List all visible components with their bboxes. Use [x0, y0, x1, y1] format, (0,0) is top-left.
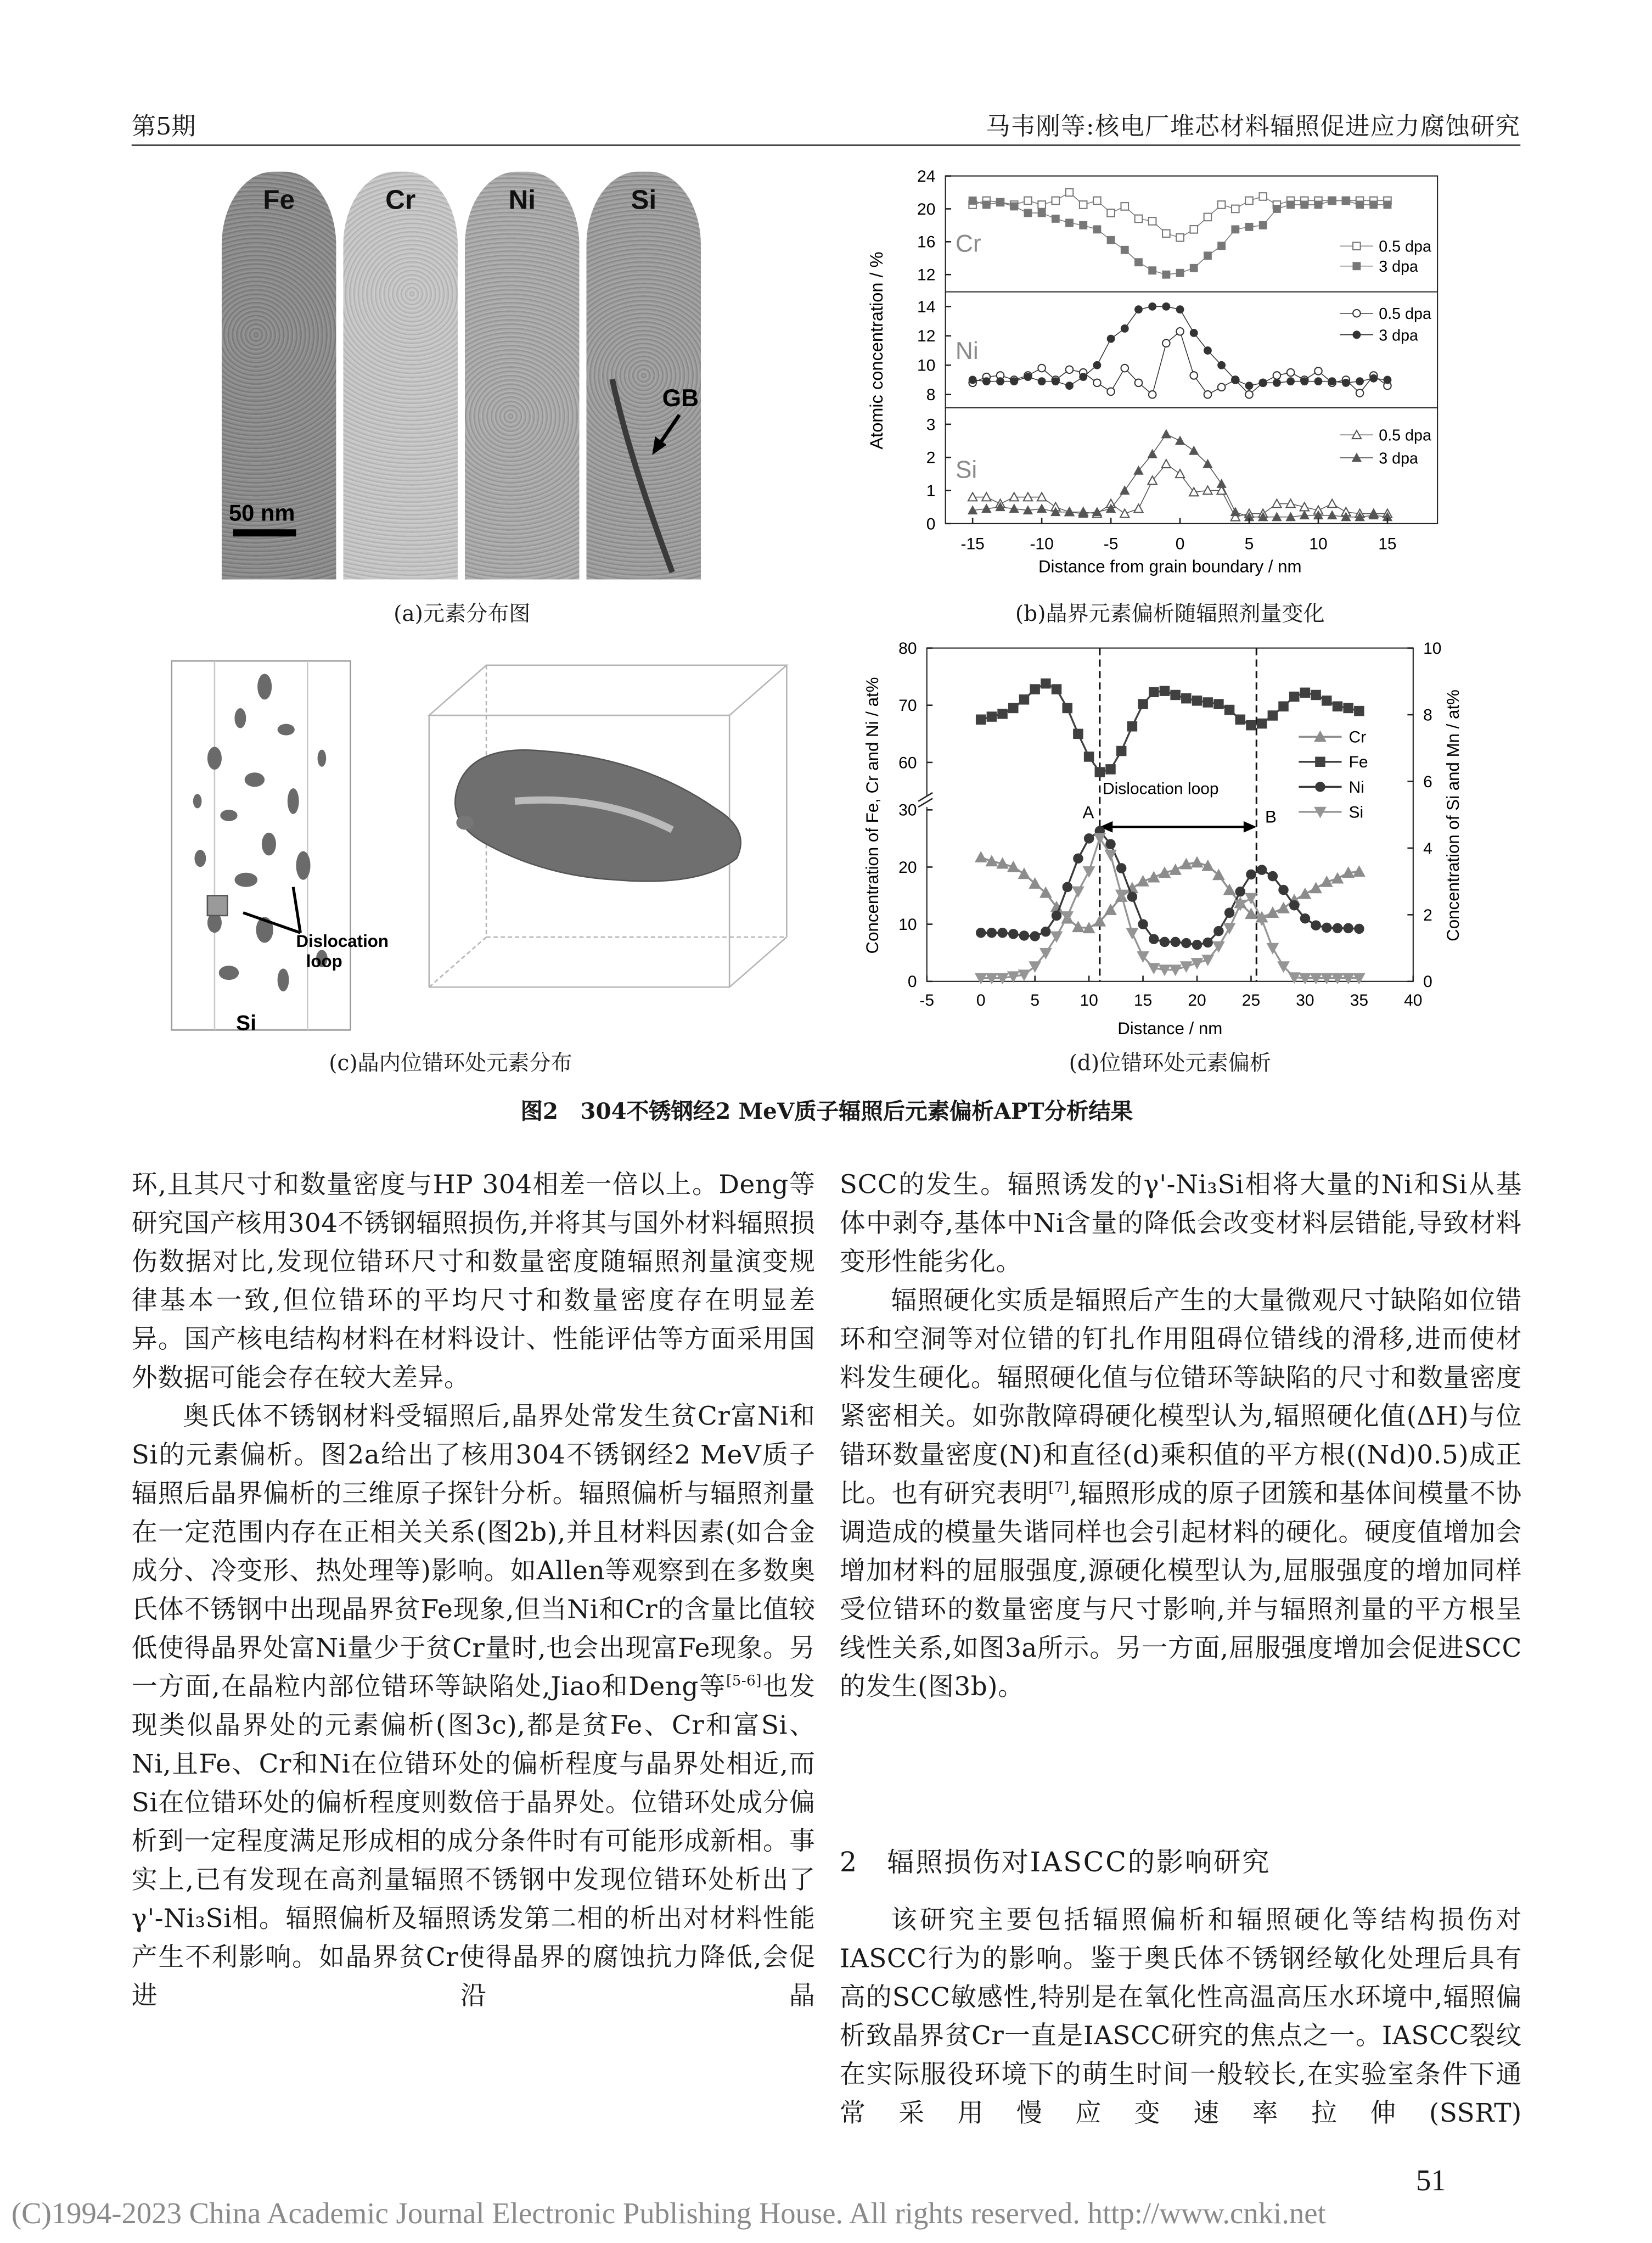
data-point: [1074, 854, 1083, 863]
data-point: [1094, 833, 1105, 844]
element-label: Ni: [955, 338, 979, 365]
section-heading: 2 辐照损伤对IASCC的影响研究: [839, 1847, 1271, 1878]
x-tick-label: 0: [1175, 535, 1185, 553]
data-point: [1063, 703, 1072, 713]
data-point: [1148, 872, 1160, 882]
y-tick-label: 12: [917, 266, 936, 284]
y-right-tick-label: 4: [1423, 839, 1432, 858]
data-point: [1095, 767, 1104, 777]
legend-label: Ni: [1348, 778, 1364, 797]
data-point: [975, 851, 987, 862]
series-fe: [976, 679, 1368, 777]
element-label: Si: [955, 456, 977, 484]
data-point: [987, 712, 996, 721]
gb-label: GB: [662, 385, 699, 412]
data-point: [1333, 702, 1342, 711]
x-tick-label: 15: [1378, 535, 1397, 553]
data-point: [1182, 694, 1191, 703]
series-cr: [975, 728, 1366, 933]
x-tick-label: 5: [1030, 991, 1039, 1010]
paragraph: [132, 1398, 816, 2016]
data-point: [986, 856, 998, 866]
legend-label: 3 dpa: [1379, 450, 1418, 468]
data-point: [1355, 924, 1364, 933]
data-point: [1052, 911, 1061, 920]
data-point: [1019, 868, 1030, 879]
paragraph: 环,且其尺寸和数量密度与HP 304相差一倍以上。Deng等研究国产核用304不锈钢辐照损伤,并将其与国外材料辐照损伤数据对比,发现位错环尺寸和数量密度随辐照剂量演变规律基本一致,但位错环的平均尺寸和数量密度存在明显差异。国产核电结构材料在材料设计、性能评估等方面采用国外数据可能会存在较大差异。: [131, 1170, 816, 1394]
data-point: [1182, 938, 1191, 947]
legend-label: 0.5 dpa: [1379, 238, 1431, 256]
running-title: 马韦刚等:核电厂堆芯材料辐照促进应力腐蚀研究: [986, 113, 1521, 142]
data-point: [1332, 873, 1344, 883]
data-point: [1063, 882, 1072, 891]
citation-ref[interactable]: [7]: [1048, 1481, 1070, 1496]
x-tick-label: 40: [1404, 991, 1423, 1010]
y-tick-label: 8: [926, 386, 936, 405]
data-point: [1235, 715, 1245, 724]
y-right-tick-label: 6: [1423, 772, 1432, 791]
data-point: [1072, 887, 1084, 897]
data-point: [1127, 892, 1137, 901]
paragraph: [840, 1282, 1522, 1707]
x-tick-label: 10: [1080, 991, 1098, 1010]
scale-bar-label: 50 nm: [228, 500, 295, 526]
paragraph-text: 奥氏体不锈钢材料受辐照后,晶界处常发生贫Cr富Ni和Si的元素偏析。图2a给出了核用304不锈钢经2 MeV质子辐照后晶界偏析的三维原子探针分析。辐照偏析与辐照剂量在一定范围内存在正相关关系(图2b),并且材料因素(如合金成分、冷变形、热处理等)影响。如Allen等观察到在多数奥氏体不锈钢中出现晶界贫Fe现象,但当Ni和Cr的含量比值较低使得晶界处富Ni量少于贫Cr量时,也会出现富Fe现象。另一方面,在晶粒内部位错环等缺陷处,Jiao和Deng等: [131, 1401, 816, 1703]
dislocation-label-line1: Dislocation: [296, 932, 389, 951]
chart-d-dislocation-loop-segregation: [0, 0, 1652, 1059]
data-point: [998, 709, 1007, 719]
y-right-tick-label: 8: [1423, 706, 1432, 725]
data-point: [1074, 729, 1083, 738]
paragraph: SCC的发生。辐照诱发的γ'-Ni₃Si相将大量的Ni和Si从基体中剥夺,基体中Ni含量的降低会改变材料层错能,导致材料变形性能劣化。: [839, 1170, 1522, 1278]
y-tick-label: 30: [898, 801, 917, 820]
point-b-label: B: [1265, 807, 1277, 827]
data-point: [1310, 883, 1322, 893]
legend-label: Fe: [1348, 753, 1368, 772]
y-tick-label: 70: [898, 697, 917, 715]
data-point: [1279, 885, 1288, 895]
data-point: [1235, 887, 1245, 896]
dislocation-loop-label: Dislocation loop: [1103, 780, 1219, 798]
copyright-footer: (C)1994-2023 China Academic Journal Electronic Publishing House. All rights reserved. http://www.cnki.net: [11, 2196, 1326, 2230]
data-point: [1203, 698, 1212, 707]
data-point: [1127, 928, 1138, 939]
y-tick-label: 24: [917, 167, 936, 186]
data-point: [1106, 839, 1115, 849]
y-right-tick-label: 2: [1423, 906, 1432, 924]
y-axis-label: Atomic concentration / %: [866, 251, 886, 450]
data-point: [1052, 685, 1061, 694]
data-point: [1322, 696, 1331, 705]
x-tick-label: 25: [1241, 991, 1261, 1010]
legend-marker: [1316, 782, 1325, 792]
data-point: [1085, 834, 1094, 843]
data-point: [1019, 695, 1029, 704]
paragraph-text: 辐照硬化实质是辐照后产生的大量微观尺寸缺陷如位错环和空洞等对位错的钉扎作用阻碍位错线的滑移,进而使材料发生硬化。辐照硬化值与位错环等缺陷的尺寸和数量密度紧密相关。如弥散障碍硬化模型认为,辐照硬化值(ΔH)与位错环数量密度(N)和直径(d)乘积值的平方根((Nd)0.5)成正比。也有研究表明: [839, 1286, 1522, 1510]
data-point: [1246, 721, 1256, 730]
data-point: [1214, 699, 1223, 709]
data-point: [1224, 908, 1234, 917]
y-tick-label: 10: [917, 356, 936, 375]
legend-label: 0.5 dpa: [1379, 427, 1431, 445]
y-tick-label: 1: [926, 481, 936, 500]
dislocation-label-line2: loop: [306, 951, 342, 971]
data-point: [1322, 923, 1331, 932]
x-tick-label: 35: [1350, 991, 1369, 1010]
data-point: [976, 928, 986, 938]
y-right-axis-label: Concentration of Si and Mn / at%: [1443, 689, 1463, 941]
data-point: [1083, 867, 1095, 877]
point-a-label: A: [1082, 803, 1094, 822]
series-ni: [976, 778, 1364, 950]
left-column: [132, 1166, 816, 2016]
caption-a: (a)元素分布图: [394, 601, 531, 627]
data-point: [1127, 722, 1137, 731]
arrowhead-right-icon: [1244, 821, 1256, 833]
data-point: [1170, 864, 1181, 874]
data-point: [1278, 902, 1289, 913]
data-point: [1279, 702, 1288, 711]
data-point: [1246, 870, 1256, 879]
data-point: [1300, 914, 1310, 923]
data-point: [1192, 940, 1201, 950]
data-point: [1192, 857, 1203, 867]
legend-label: Cr: [1348, 728, 1367, 747]
fe-label: Fe: [263, 186, 295, 216]
data-point: [1041, 679, 1050, 688]
paragraph-text: ,辐照形成的原子团簇和基体间模量不协调造成的模量失谐同样也会引起材料的硬化。硬度值增加会增加材料的屈服强度,源硬化模型认为,屈服强度的增加同样受位错环的数量密度与尺寸影响,并与辐照剂量的平方根呈线性关系,如图3a所示。另一方面,屈服强度增加会促进SCC的发生(图3b)。: [839, 1479, 1522, 1703]
x-axis-label: Distance / nm: [1117, 1019, 1223, 1039]
data-point: [1138, 699, 1148, 709]
y-tick-label: 16: [917, 233, 936, 251]
data-point: [1085, 752, 1094, 761]
series-line: [981, 838, 1359, 978]
x-tick-label: 0: [976, 991, 986, 1010]
data-point: [1224, 923, 1235, 934]
data-point: [1117, 863, 1126, 873]
data-point: [1344, 923, 1353, 933]
x-axis-label: Distance from grain boundary / nm: [1038, 557, 1302, 576]
data-point: [1311, 690, 1321, 699]
data-point: [1311, 921, 1321, 930]
data-point: [1030, 932, 1039, 941]
citation-ref[interactable]: [5-6]: [726, 1674, 762, 1690]
data-point: [1257, 865, 1267, 874]
data-point: [1160, 937, 1169, 946]
data-point: [1224, 705, 1234, 714]
y-right-tick-label: 0: [1423, 973, 1432, 991]
data-point: [1214, 927, 1223, 936]
element-label: Cr: [955, 230, 981, 257]
data-point: [1290, 692, 1299, 701]
legend-label: 3 dpa: [1379, 327, 1418, 345]
data-point: [1267, 943, 1279, 954]
x-tick-label: -10: [1030, 535, 1054, 553]
paragraph-text: 也发现类似晶界处的元素偏析(图3c),都是贫Fe、Cr和富Si、Ni,且Fe、Cr和Ni在位错环处的偏析程度与晶界处相近,而Si在位错环处的偏析程度则数倍于晶界处。位错环处成分偏析到一定程度满足形成相的成分条件时有可能形成新相。事实上,已有发现在高剂量辐照不锈钢中发现位错环处析出了γ'-Ni₃Si相。辐照偏析及辐照诱发第二相的析出对材料性能产生不利影响。如晶界贫Cr使得晶界的腐蚀抗力降低,会促进沿晶: [131, 1672, 816, 2012]
right-column: [840, 1166, 1522, 1707]
figure-title: 图2 304不锈钢经2 MeV质子辐照后元素偏析APT分析结果: [520, 1097, 1133, 1125]
caption-d: (d)位错环处元素偏析: [1069, 1050, 1271, 1076]
caption-b: (b)晶界元素偏析随辐照剂量变化: [1015, 601, 1325, 627]
data-point: [1009, 703, 1018, 713]
x-tick-label: 15: [1133, 991, 1153, 1010]
ni-label: Ni: [508, 186, 536, 216]
data-point: [1333, 923, 1342, 933]
data-point: [1160, 686, 1169, 696]
paragraph: 该研究主要包括辐照偏析和辐照硬化等结构损伤对IASCC行为的影响。鉴于奥氏体不锈钢经敏化处理后具有高的SCC敏感性,特别是在氧化性高温高压水环境中,辐照偏析致晶界贫Cr一直是IASCC研究的焦点之一。IASCC裂纹在实际服役环境下的萌生时间一般较长,在实验室条件下通常采用慢应变速率拉伸(SSRT): [839, 1905, 1522, 2129]
x-tick-label: 30: [1296, 991, 1314, 1010]
si-label: Si: [631, 186, 657, 216]
data-point: [1019, 931, 1029, 940]
y-tick-label: 0: [926, 515, 936, 534]
data-point: [1267, 907, 1279, 917]
y-tick-label: 12: [917, 327, 936, 346]
data-point: [976, 715, 986, 724]
x-tick-label: -5: [1103, 535, 1119, 553]
y-tick-label: 20: [898, 858, 917, 877]
data-point: [1203, 938, 1212, 947]
data-point: [1300, 688, 1310, 697]
y-tick-label: 0: [907, 973, 917, 991]
data-point: [1009, 929, 1018, 939]
data-point: [1149, 934, 1159, 944]
y-tick-label: 14: [917, 298, 936, 316]
y-tick-label: 80: [898, 639, 917, 658]
data-point: [1171, 690, 1180, 699]
data-point: [1106, 765, 1115, 774]
y-tick-label: 3: [926, 416, 936, 434]
y-tick-label: 20: [917, 200, 936, 218]
data-point: [1138, 919, 1148, 929]
y-tick-label: 2: [926, 448, 936, 467]
issue-number: 第5期: [131, 113, 196, 142]
data-point: [1290, 901, 1299, 910]
data-point: [1030, 685, 1039, 694]
y-tick-label: 10: [898, 916, 917, 934]
page-number: 51: [1416, 2163, 1446, 2197]
data-point: [1137, 876, 1149, 886]
data-point: [987, 928, 996, 938]
data-point: [1171, 937, 1180, 946]
x-tick-label: -5: [919, 991, 935, 1010]
data-point: [1041, 927, 1050, 937]
legend-label: Si: [1348, 803, 1364, 822]
legend-marker: [1316, 757, 1325, 766]
y-tick-label: 60: [898, 754, 917, 772]
data-point: [998, 928, 1007, 938]
x-tick-label: -15: [960, 535, 985, 553]
x-tick-label: 10: [1309, 535, 1328, 553]
data-point: [1257, 719, 1267, 728]
data-point: [1300, 888, 1311, 899]
data-point: [1192, 696, 1201, 705]
data-point: [1245, 893, 1257, 904]
data-point: [1268, 872, 1277, 881]
y-right-tick-label: 10: [1423, 639, 1442, 658]
legend-label: 0.5 dpa: [1379, 305, 1431, 323]
data-point: [1344, 703, 1353, 713]
data-point: [1051, 932, 1063, 942]
legend-label: 3 dpa: [1379, 258, 1418, 276]
caption-c: (c)晶内位错环处元素分布: [329, 1050, 572, 1076]
y-axis-label: Concentration of Fe, Cr and Ni / at%: [863, 677, 883, 954]
x-tick-label: 20: [1188, 991, 1206, 1010]
data-point: [1268, 711, 1277, 720]
cr-label: Cr: [385, 186, 416, 216]
data-point: [1149, 687, 1159, 697]
data-point: [1355, 706, 1364, 716]
x-tick-label: 5: [1244, 535, 1254, 553]
si-element-label: Si: [236, 1011, 256, 1035]
data-point: [1117, 746, 1126, 755]
